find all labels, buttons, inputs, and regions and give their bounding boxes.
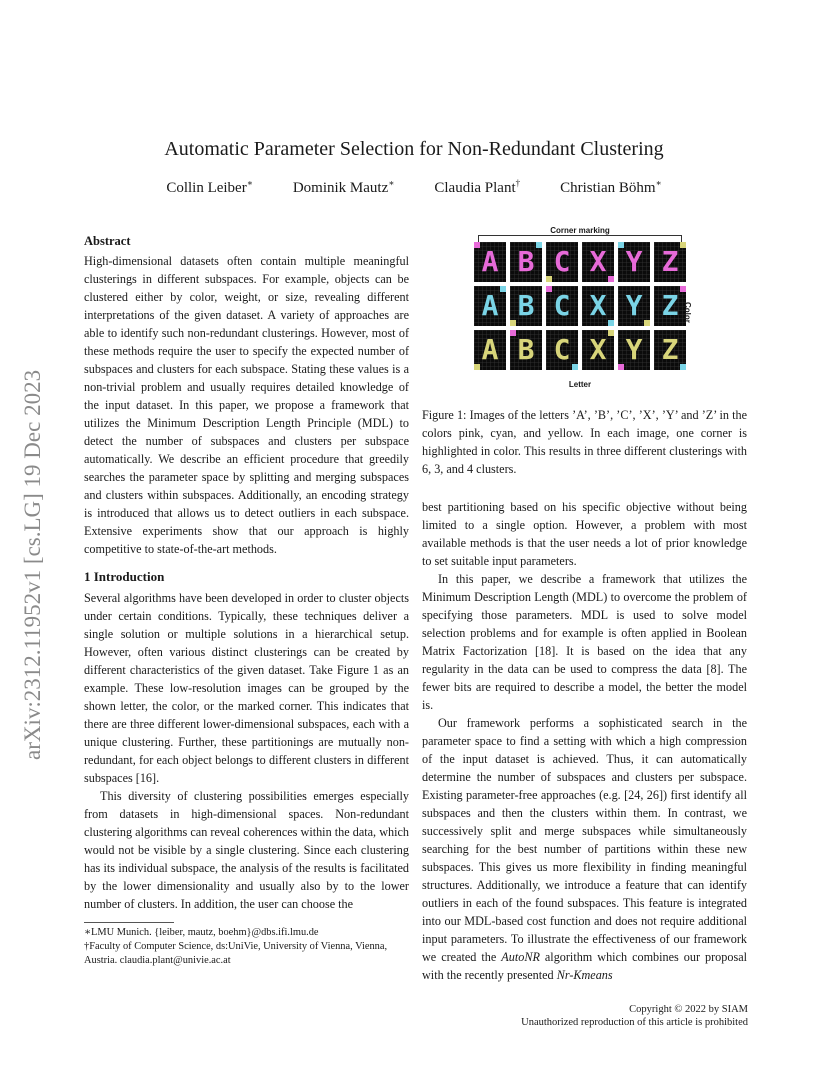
algorithm-name: AutoNR: [501, 950, 540, 964]
corner-marker: [608, 276, 614, 282]
letter-image: [618, 286, 650, 326]
corner-marker: [618, 364, 624, 370]
letter-glyph: X: [589, 245, 607, 278]
abstract-heading: Abstract: [84, 234, 131, 248]
right-column: [422, 498, 747, 984]
letter-image: [618, 242, 650, 282]
letter-glyph: X: [589, 289, 607, 322]
corner-marker: [680, 286, 686, 292]
letter-image: [618, 330, 650, 370]
corner-marker: [608, 330, 614, 336]
figure-color-label: Color: [683, 302, 692, 323]
letter-glyph: B: [517, 245, 535, 278]
letter-image: [474, 242, 506, 282]
letter-glyph: A: [481, 289, 499, 322]
author: Claudia Plant†: [434, 178, 521, 196]
letter-image: [654, 242, 686, 282]
corner-marker: [572, 364, 578, 370]
corner-marker: [536, 242, 542, 248]
letter-glyph: Y: [625, 333, 643, 366]
figure-caption: Figure 1: Images of the letters ’A’, ’B’, ’C’, ’X’, ’Y’ and ’Z’ in the colors pink, cyan, and yellow. In each image, one corner is highlighted in color. This results in three different clusterings with 6, 3, and 4 clusters.: [422, 408, 747, 476]
footnote: ∗LMU Munich. {leiber, mautz, boehm}@dbs.ifi.lmu.de: [84, 927, 319, 938]
letter-glyph: C: [553, 245, 571, 278]
author: Collin Leiber∗: [166, 178, 253, 196]
letter-image: [654, 330, 686, 370]
letter-glyph: Z: [661, 245, 679, 278]
figure-1: [460, 226, 722, 392]
letter-glyph: B: [517, 333, 535, 366]
arxiv-sidebar: [20, 286, 60, 766]
figure-letter-label: Letter: [568, 380, 592, 389]
corner-marker: [474, 242, 480, 248]
left-column: [84, 232, 409, 913]
letter-image: [474, 286, 506, 326]
footnote-rule: [84, 922, 174, 923]
section-heading-introduction: 1 Introduction: [84, 569, 165, 584]
letter-glyph: C: [553, 333, 571, 366]
copyright-line: Unauthorized reproduction of this article is prohibited: [521, 1017, 748, 1028]
letter-glyph: C: [553, 289, 571, 322]
letter-glyph: Z: [661, 289, 679, 322]
figure-row: [474, 242, 688, 282]
algorithm-name: Nr-Kmeans: [556, 968, 613, 982]
author: Christian Böhm∗: [560, 178, 662, 196]
arxiv-id: arXiv:2312.11952v1 [cs.LG] 19 Dec 2023: [20, 369, 45, 760]
figure-bracket: [478, 235, 682, 242]
corner-marker: [510, 320, 516, 326]
body-paragraph: In this paper, we describe a framework that utilizes the Minimum Description Length (MDL) to overcome the problem of specifying those parameters. MDL is used to solve model selection problems and for example is often applied in Boolean Matrix Factorization [18]. It is based on the idea that any regularity in the data can be used to compress the data [8]. The fewer bits are required to describe a model, the better the model is.: [422, 572, 747, 712]
intro-paragraph: This diversity of clustering possibilities emerges especially from datasets in high-dimensional spaces. Non-redundant clustering algorithms can reveal coherences within the data, which would not be visible by a single clustering. Since each clustering has its individual subspace, the analysis of the results is facilitated by the lower dimensionality and usually also by to the lower number of clusters. In addition, the user can choose the: [84, 789, 409, 911]
letter-image: [546, 242, 578, 282]
footnotes: [84, 922, 409, 968]
letter-image: [654, 286, 686, 326]
corner-marker: [618, 242, 624, 248]
corner-marker: [500, 286, 506, 292]
letter-glyph: Y: [625, 289, 643, 322]
letter-image: [546, 330, 578, 370]
corner-marker: [546, 276, 552, 282]
letter-image: [474, 330, 506, 370]
author-list: [0, 178, 828, 197]
letter-glyph: Y: [625, 245, 643, 278]
letter-image: [510, 242, 542, 282]
corner-marker: [510, 330, 516, 336]
letter-image: [510, 330, 542, 370]
copyright-notice: [521, 1003, 748, 1029]
corner-marker: [546, 286, 552, 292]
letter-image: [510, 286, 542, 326]
footnote: †Faculty of Computer Science, ds:UniVie, University of Vienna, Vienna, Austria. claudia.plant@univie.ac.at: [84, 941, 388, 966]
author: Dominik Mautz∗: [292, 178, 395, 196]
letter-glyph: A: [481, 245, 499, 278]
letter-image: [582, 242, 614, 282]
letter-glyph: B: [517, 289, 535, 322]
corner-marker: [680, 364, 686, 370]
abstract-text: High-dimensional datasets often contain multiple meaningful clusterings in different subspaces. For example, objects can be clustered either by color, weight, or size, revealing different interpretations of the given dataset. A variety of approaches are able to identify such non-redundant clusterings. However, most of these methods require the user to specify the expected number of subspaces and clusters for each subspace. Stating these values is a non-trivial problem and usually requires detailed knowledge of the input dataset. In this paper, we propose a framework that utilizes the Minimum Description Length Principle (MDL) to detect the number of subspaces and clusters per subspace automatically. We describe an efficient procedure that greedily searches the parameter space by splitting and merging subspaces and clusters within subspaces. Additionally, an encoding strategy is introduced that allows us to detect outliers in each subspace. Extensive experiments show that our approach is highly competitive to state-of-the-art methods.: [84, 254, 409, 556]
figure-row: [474, 286, 688, 326]
letter-glyph: X: [589, 333, 607, 366]
letter-glyph: Z: [661, 333, 679, 366]
figure-image-grid: [474, 242, 688, 374]
body-paragraph: best partitioning based on his specific objective without being limited to a single option. However, a problem with most available methods is that the user needs a lot of prior knowledge to set suitable input parameters.: [422, 500, 747, 568]
letter-image: [546, 286, 578, 326]
paper-title: Automatic Parameter Selection for Non-Redundant Clustering: [164, 138, 664, 160]
corner-marker: [680, 242, 686, 248]
body-paragraph: Our framework performs a sophisticated search in the parameter space to find a setting with which a high compression of the input dataset is achieved. Thus, it can automatically determine the number of subspaces and clusters per subspace. Existing parameter-free approaches (e.g. [24, 26]) first identify all subspaces and then the clusters within them. In contrast, we successively split and merge subspaces while simultaneously searching for the best number of partitions within these new subspaces. This gives us more flexibility in finding meaningful structures. Additionally, we introduce a feature that can identify outliers in each of the found subspaces. This feature is integrated into our MDL-based cost function and does not require additional input parameters. To illustrate the effectiveness of our framework we created the AutoNR algorithm which combines our proposal with the recently presented Nr-Kmeans: [422, 716, 747, 982]
figure-corner-label: Corner marking: [550, 226, 610, 235]
figure-row: [474, 330, 688, 370]
letter-glyph: A: [481, 333, 499, 366]
corner-marker: [474, 364, 480, 370]
copyright-line: Copyright © 2022 by SIAM: [629, 1004, 748, 1015]
corner-marker: [608, 320, 614, 326]
letter-image: [582, 286, 614, 326]
letter-image: [582, 330, 614, 370]
intro-paragraph: Several algorithms have been developed in order to cluster objects under certain conditions. Typically, these techniques deliver a single solution or multiple solutions in a hierarchical setup. However, often various distinct clusterings can be created by different characteristics of the given dataset. Take Figure 1 as an example. These low-resolution images can be grouped by the shown letter, the color, or the marked corner. This indicates that there are three different lower-dimensional subspaces, each with a unique clustering. Further, these partitionings are mutually non-redundant, for each object belongs to different clusters in different subspaces [16].: [84, 591, 409, 785]
corner-marker: [644, 320, 650, 326]
